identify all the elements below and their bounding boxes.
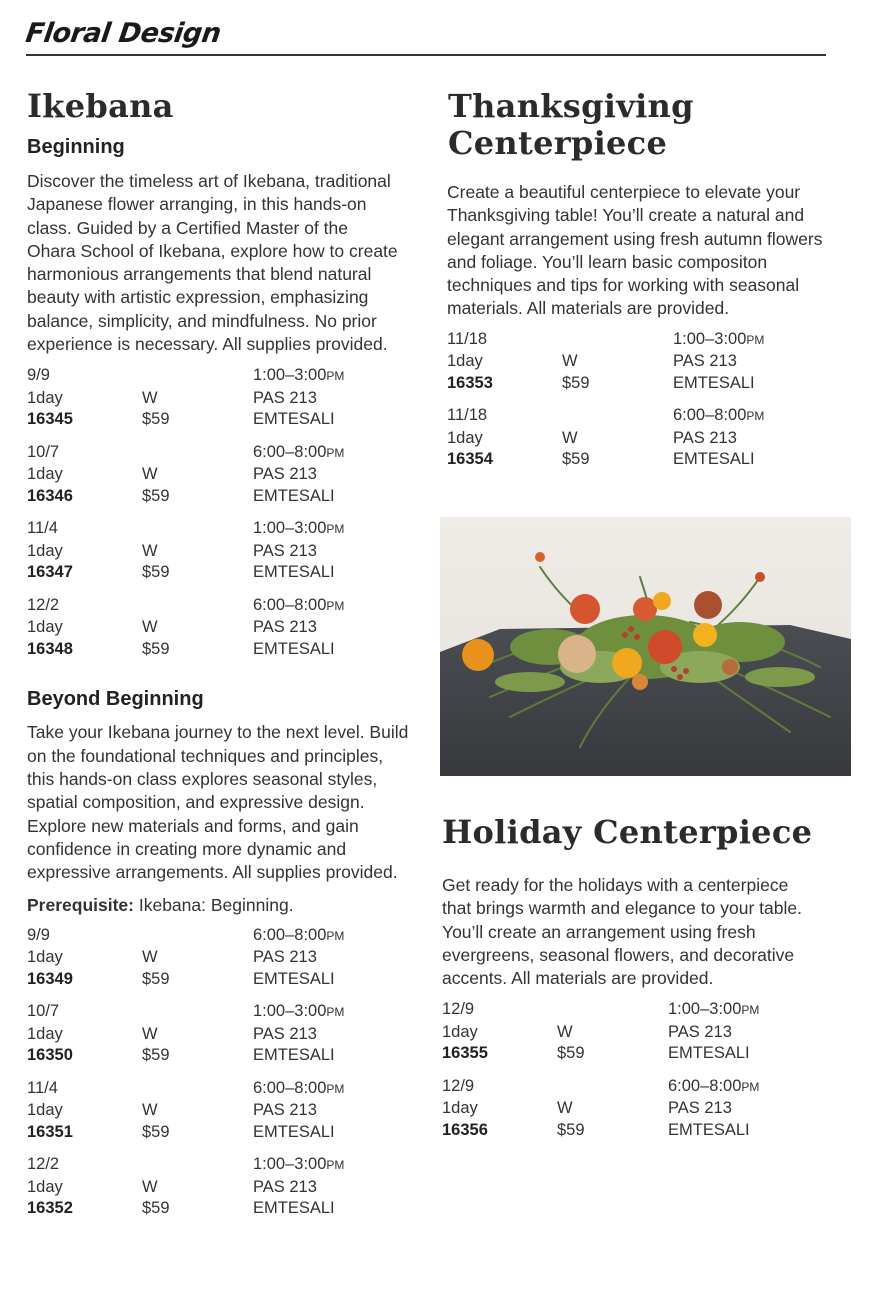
session-day: W (562, 428, 578, 447)
session-room: PAS 213 (668, 1099, 732, 1118)
course-code: 16349 (27, 969, 73, 988)
session-duration: 1day (447, 428, 483, 447)
session-time (253, 518, 415, 541)
session-duration: 1day (447, 352, 483, 371)
session-time (253, 1154, 415, 1177)
session-day: W (562, 352, 578, 371)
time-range: 1:00–3:00 (253, 366, 327, 385)
time-range: 6:00–8:00 (253, 1078, 327, 1097)
session-duration: 1day (27, 618, 63, 637)
session-price: $59 (142, 639, 170, 658)
session-block (27, 365, 415, 431)
session-duration: 1day (27, 1177, 63, 1196)
session-time (253, 1078, 415, 1101)
session-day: W (142, 948, 158, 967)
session-time (673, 405, 832, 428)
session-instructor: EMTESALI (668, 1044, 750, 1063)
session-instructor: EMTESALI (673, 450, 755, 469)
time-range: 1:00–3:00 (253, 1002, 327, 1021)
session-instructor: EMTESALI (253, 1046, 335, 1065)
session-price: $59 (557, 1120, 585, 1139)
session-time (253, 595, 415, 618)
course-code: 16355 (442, 1044, 488, 1063)
session-block (27, 518, 415, 584)
thanksgiving-title: Thanksgiving Centerpiece (448, 87, 694, 162)
time-range: 1:00–3:00 (668, 1000, 742, 1019)
time-range: 6:00–8:00 (673, 406, 747, 425)
session-block (27, 442, 415, 508)
session-date: 12/9 (442, 1000, 475, 1019)
session-duration: 1day (27, 1101, 63, 1120)
session-time (253, 925, 415, 948)
session-price: $59 (562, 373, 590, 392)
holiday-schedule (442, 999, 822, 1141)
flower-arrangement-image (440, 517, 851, 776)
session-time (253, 442, 415, 465)
time-ampm: PM (741, 1003, 760, 1018)
session-duration: 1day (442, 1022, 478, 1041)
session-room: PAS 213 (253, 465, 317, 484)
session-time (253, 365, 415, 388)
session-spacer (142, 365, 253, 388)
time-ampm: PM (326, 928, 345, 943)
session-price: $59 (557, 1044, 585, 1063)
session-date: 11/18 (447, 406, 488, 425)
session-instructor: EMTESALI (253, 639, 335, 658)
session-spacer (142, 442, 253, 465)
course-code: 16351 (27, 1122, 73, 1141)
course-code: 16353 (447, 373, 493, 392)
section-title: Floral Design (23, 18, 223, 49)
beyond-description: Take your Ikebana journey to the next level. Build on the foundational techniques and principles, this hands-on class explores seasonal styles, spatial composition, and expressive design. Explore new materials and forms, and gain confidence in creating more dynamic and expressive arrangements. All supplies provided. (27, 722, 409, 883)
beyond-schedule (27, 925, 415, 1220)
ikebana-column (27, 86, 415, 1220)
session-room: PAS 213 (253, 1024, 317, 1043)
session-instructor: EMTESALI (253, 563, 335, 582)
session-date: 11/18 (447, 329, 488, 348)
session-spacer (557, 1076, 668, 1099)
session-price: $59 (142, 1122, 170, 1141)
course-code: 16348 (27, 639, 73, 658)
session-price: $59 (142, 1199, 170, 1218)
session-price: $59 (142, 486, 170, 505)
holiday-description: Get ready for the holidays with a centerpiece that brings warmth and elegance to your table. You’ll create an arrangement using fresh evergreens, seasonal flowers, and decorative accents. All materials are provided. (442, 875, 802, 989)
session-day: W (142, 465, 158, 484)
session-date: 11/4 (27, 1078, 58, 1097)
course-code: 16346 (27, 486, 73, 505)
beginning-subtitle: Beginning (27, 136, 125, 158)
time-ampm: PM (326, 445, 345, 460)
session-day: W (557, 1099, 573, 1118)
session-time (668, 1076, 822, 1099)
session-instructor: EMTESALI (673, 373, 755, 392)
prerequisite (27, 894, 415, 917)
session-block (442, 1076, 822, 1142)
session-day: W (557, 1022, 573, 1041)
session-price: $59 (142, 969, 170, 988)
session-block (442, 999, 822, 1065)
beginning-schedule (27, 365, 415, 660)
course-code: 16350 (27, 1046, 73, 1065)
session-room: PAS 213 (668, 1022, 732, 1041)
prerequisite-text: Ikebana: Beginning. (133, 895, 294, 916)
beginning-description: Discover the timeless art of Ikebana, traditional Japanese flower arranging, in this hands-on class. Guided by a Certified Master of the Ohara School of Ikebana, explore how to create harmonious arrangements that blend natural beauty with artistic expression, emphasizing balance, simplicity, and mindfulness. No prior experience is necessary. All supplies provided. (27, 171, 398, 355)
session-day: W (142, 1177, 158, 1196)
session-room: PAS 213 (673, 428, 737, 447)
time-range: 6:00–8:00 (668, 1076, 742, 1095)
session-day: W (142, 541, 158, 560)
session-block (27, 1154, 415, 1220)
time-range: 6:00–8:00 (253, 925, 327, 944)
session-spacer (562, 329, 673, 352)
session-block (447, 405, 832, 471)
session-spacer (557, 999, 668, 1022)
session-instructor: EMTESALI (253, 1199, 335, 1218)
time-ampm: PM (746, 409, 765, 424)
session-day: W (142, 388, 158, 407)
time-ampm: PM (326, 1081, 345, 1096)
session-price: $59 (562, 450, 590, 469)
session-date: 9/9 (27, 366, 50, 385)
course-code: 16354 (447, 450, 493, 469)
course-code: 16352 (27, 1199, 73, 1218)
session-time (253, 1001, 415, 1024)
session-date: 11/4 (27, 519, 58, 538)
session-time (668, 999, 822, 1022)
session-instructor: EMTESALI (253, 486, 335, 505)
time-ampm: PM (326, 369, 345, 384)
centerpiece-photo (440, 517, 851, 776)
time-range: 6:00–8:00 (253, 595, 327, 614)
session-date: 10/7 (27, 1002, 60, 1021)
session-duration: 1day (27, 1024, 63, 1043)
session-block (27, 925, 415, 991)
time-ampm: PM (326, 522, 345, 537)
session-instructor: EMTESALI (668, 1120, 750, 1139)
session-room: PAS 213 (253, 1177, 317, 1196)
session-duration: 1day (27, 465, 63, 484)
session-date: 10/7 (27, 442, 60, 461)
session-room: PAS 213 (253, 618, 317, 637)
time-ampm: PM (326, 598, 345, 613)
session-block (27, 595, 415, 661)
session-duration: 1day (27, 948, 63, 967)
session-duration: 1day (27, 541, 63, 560)
session-day: W (142, 1101, 158, 1120)
course-code: 16345 (27, 410, 73, 429)
ikebana-title: Ikebana (27, 87, 174, 125)
session-room: PAS 213 (253, 948, 317, 967)
session-room: PAS 213 (253, 541, 317, 560)
holiday-title: Holiday Centerpiece (442, 813, 813, 851)
session-block (447, 329, 832, 395)
thanksgiving-description: Create a beautiful centerpiece to elevate your Thanksgiving table! You’ll create a natural and elegant arrangement using fresh autumn flowers and foliage. You’ll learn basic compositon techniques and tips for working with seasonal materials. All materials are provided. (447, 182, 823, 319)
page-header (23, 14, 826, 56)
session-date: 12/9 (442, 1076, 475, 1095)
session-day: W (142, 618, 158, 637)
session-room: PAS 213 (253, 1101, 317, 1120)
time-ampm: PM (746, 332, 765, 347)
session-block (27, 1078, 415, 1144)
session-spacer (562, 405, 673, 428)
time-ampm: PM (326, 1005, 345, 1020)
session-instructor: EMTESALI (253, 969, 335, 988)
session-spacer (142, 1001, 253, 1024)
time-range: 1:00–3:00 (253, 519, 327, 538)
session-room: PAS 213 (253, 388, 317, 407)
course-code: 16356 (442, 1120, 488, 1139)
time-range: 1:00–3:00 (253, 1155, 327, 1174)
session-instructor: EMTESALI (253, 410, 335, 429)
session-room: PAS 213 (673, 352, 737, 371)
time-range: 1:00–3:00 (673, 329, 747, 348)
session-date: 9/9 (27, 925, 50, 944)
course-code: 16347 (27, 563, 73, 582)
time-ampm: PM (326, 1158, 345, 1173)
session-spacer (142, 518, 253, 541)
session-time (673, 329, 832, 352)
session-spacer (142, 595, 253, 618)
session-spacer (142, 1078, 253, 1101)
session-spacer (142, 925, 253, 948)
session-block (27, 1001, 415, 1067)
session-duration: 1day (27, 388, 63, 407)
time-range: 6:00–8:00 (253, 442, 327, 461)
session-date: 12/2 (27, 1155, 60, 1174)
session-price: $59 (142, 563, 170, 582)
session-price: $59 (142, 410, 170, 429)
session-price: $59 (142, 1046, 170, 1065)
time-ampm: PM (741, 1079, 760, 1094)
session-spacer (142, 1154, 253, 1177)
prerequisite-label: Prerequisite: (27, 895, 134, 916)
session-instructor: EMTESALI (253, 1122, 335, 1141)
session-day: W (142, 1024, 158, 1043)
beyond-subtitle: Beyond Beginning (27, 688, 204, 711)
thanksgiving-schedule (447, 329, 832, 471)
session-duration: 1day (442, 1099, 478, 1118)
session-date: 12/2 (27, 595, 60, 614)
